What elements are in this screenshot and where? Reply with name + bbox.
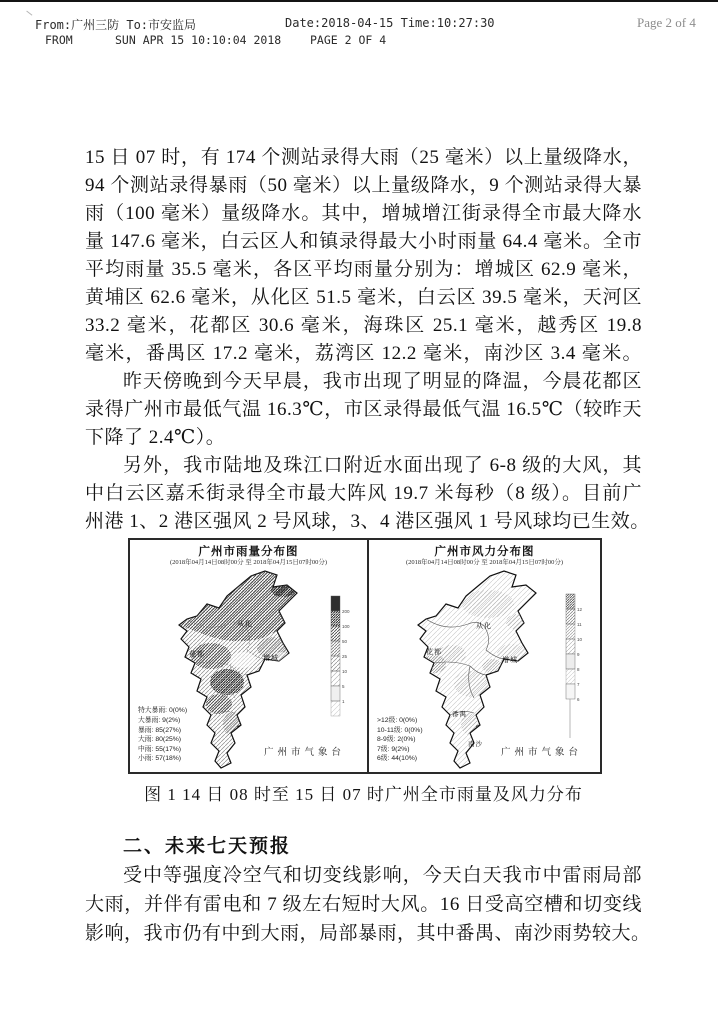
text-line: 大雨，并伴有雷电和 7 级左右短时大风。16 日受高空槽和切变线 [85, 894, 642, 915]
text-line: 94 个测站录得暴雨（50 毫米）以上量级降水，9 个测站录得大暴 [85, 175, 642, 196]
svg-text:25: 25 [342, 654, 348, 659]
rainfall-legend [138, 706, 187, 764]
district-label-conghua: 从化 [237, 621, 253, 628]
text-line: 毫米，番禺区 17.2 毫米，荔湾区 12.2 毫米，南沙区 3.4 毫米。 [85, 343, 642, 364]
svg-text:50: 50 [342, 639, 348, 644]
rainfall-map-panel [130, 540, 367, 772]
district-label-zengcheng: 增城 [502, 657, 518, 664]
fax-datetime: Date:2018-04-15 Time:10:27:30 [285, 16, 495, 30]
section2-body [85, 861, 651, 948]
text-line: 特大暴雨: 0(0%) [138, 707, 188, 715]
wind-map-subtitle: (2018年04月14日08时00分 至 2018年04月15日07时00分) [405, 559, 564, 566]
text-line: 10-11级: 0(0%) [377, 726, 423, 734]
text-line: 小雨: 57(18%) [138, 755, 182, 763]
text-line: 雨（100 毫米）量级降水。其中，增城增江街录得全市最大降水 [85, 203, 642, 224]
svg-text:10: 10 [577, 637, 583, 642]
district-label-panyu: 番禺 [452, 711, 467, 718]
text-line: 量 147.6 毫米，白云区人和镇录得最大小时雨量 64.4 毫米。全市 [85, 231, 642, 252]
svg-text:5: 5 [342, 684, 345, 689]
text-line: 录得广州市最低气温 16.3℃，市区录得最低气温 16.5℃（较昨天 [85, 399, 642, 420]
figure-caption: 图 1 14 日 08 时至 15 日 07 时广州全市雨量及风力分布 [144, 785, 583, 804]
text-line: 33.2 毫米，花都区 30.6 毫米，海珠区 25.1 毫米，越秀区 19.8 [85, 315, 642, 336]
svg-text:10: 10 [342, 669, 348, 674]
text-line: 暴雨: 85(27%) [138, 726, 182, 734]
wind-colorbar [566, 594, 583, 738]
wind-legend [377, 716, 423, 764]
text-line: 影响，我市仍有中到大雨，局部暴雨，其中番禺、南沙雨势较大。 [85, 923, 651, 944]
district-label-zengcheng: 增城 [263, 655, 279, 662]
paragraph-temperature [85, 368, 642, 452]
rainfall-map-subtitle: (2018年04月14日08时00分 至 2018年04月15日07时00分) [169, 559, 328, 566]
scan-artifact [23, 11, 33, 21]
section2-heading: 二、未来七天预报 [123, 836, 292, 857]
agency-signature-left: 广州市气象台 [263, 748, 345, 758]
text-line: 州港 1、2 港区强风 2 号风球，3、4 港区强风 1 号风球均已生效。 [85, 511, 650, 532]
svg-text:8: 8 [577, 667, 580, 672]
svg-text:1: 1 [342, 699, 345, 704]
paragraph-forecast [85, 861, 651, 948]
district-label-conghua: 从化 [476, 623, 492, 630]
text-line: 中白云区嘉禾街录得全市最大阵风 19.7 米每秒（8 级）。目前广 [85, 483, 642, 504]
text-line: 8-9级: 2(0%) [377, 736, 416, 744]
text-line: 15 日 07 时，有 174 个测站录得大雨（25 毫米）以上量级降水， [85, 147, 642, 168]
fax-line2-from: FROM [45, 33, 73, 47]
svg-text:6: 6 [577, 697, 580, 702]
paragraph-wind [85, 452, 650, 536]
svg-text:7: 7 [577, 682, 580, 687]
text-line: >12级: 0(0%) [377, 717, 418, 725]
text-line: 7级: 9(2%) [377, 745, 410, 753]
svg-text:200: 200 [342, 609, 350, 614]
page-indicator: Page 2 of 4 [637, 15, 696, 30]
text-line: 大雨: 80(25%) [138, 736, 182, 744]
text-line: 平均雨量 35.5 毫米，各区平均雨量分别为：增城区 62.9 毫米， [85, 259, 642, 280]
svg-text:11: 11 [577, 622, 582, 627]
figure-maps [128, 538, 602, 774]
text-line: 另外，我市陆地及珠江口附近水面出现了 6-8 级的大风，其 [123, 455, 642, 476]
scan-top-edge-line [0, 0, 718, 2]
fax-from-to: From:广州三防 To:市安监局 [35, 18, 197, 32]
district-label-huadu: 花都 [189, 651, 205, 658]
text-line: 6级: 44(10%) [377, 755, 418, 763]
text-line: 黄埔区 62.6 毫米，从化区 51.5 毫米，白云区 39.5 毫米，天河区 [85, 287, 642, 308]
district-label-huadu: 花都 [426, 649, 442, 656]
wind-map-title: 广州市风力分布图 [434, 546, 535, 558]
text-line: 大暴雨: 9(2%) [138, 717, 181, 725]
fax-line2-timestamp: SUN APR 15 10:10:04 2018 [115, 33, 282, 47]
fax-line2-page: PAGE 2 OF 4 [310, 33, 387, 47]
text-line: 昨天傍晚到今天早晨，我市出现了明显的降温，今晨花都区 [123, 371, 642, 392]
district-label-nansha: 南沙 [468, 741, 483, 748]
rainfall-map-title: 广州市雨量分布图 [198, 546, 299, 558]
text-line: 中雨: 55(17%) [138, 745, 182, 753]
text-line: 受中等强度冷空气和切变线影响，今天白天我市中雷雨局部 [123, 865, 642, 886]
svg-text:9: 9 [577, 652, 580, 657]
rainfall-colorbar [331, 596, 350, 716]
report-body [85, 144, 650, 536]
svg-text:100: 100 [342, 624, 350, 629]
agency-signature-right: 广州市气象台 [500, 748, 582, 758]
wind-map-panel [367, 540, 600, 772]
paragraph-rainfall [85, 144, 642, 368]
text-line: 下降了 2.4℃）。 [85, 427, 226, 448]
svg-text:12: 12 [577, 607, 583, 612]
